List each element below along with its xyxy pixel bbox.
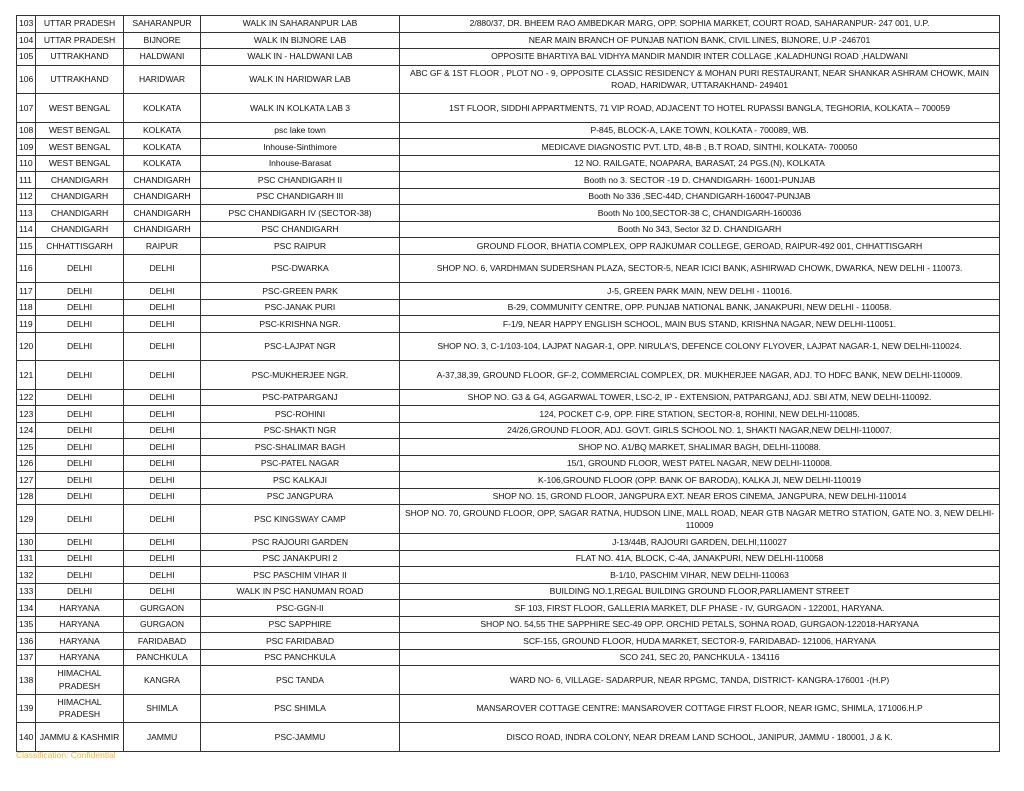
lab-locations-table (16, 15, 1000, 752)
state-cell: DELHI (36, 283, 124, 300)
table-row (17, 472, 1000, 489)
table-body (17, 16, 1000, 752)
row-number: 128 (17, 488, 36, 505)
document-page (16, 15, 1000, 752)
state-cell: HIMACHAL PRADESH (36, 694, 124, 723)
row-number: 134 (17, 600, 36, 617)
state-cell: HARYANA (36, 600, 124, 617)
state-cell: CHANDIGARH (36, 221, 124, 238)
city-cell: DELHI (124, 455, 201, 472)
address-cell: SHOP NO. 15, GROND FLOOR, JANGPURA EXT. NEAR EROS CINEMA, JANGPURA, NEW DELHI-110014 (400, 488, 1000, 505)
state-cell: UTTAR PRADESH (36, 16, 124, 33)
row-number: 112 (17, 188, 36, 205)
state-cell: DELHI (36, 583, 124, 600)
address-cell: MANSAROVER COTTAGE CENTRE: MANSAROVER COTTAGE FIRST FLOOR, NEAR IGMC, SHIMLA, 171006.H.P (400, 694, 1000, 723)
row-number: 108 (17, 122, 36, 139)
row-number: 103 (17, 16, 36, 33)
city-cell: HALDWANI (124, 49, 201, 66)
state-cell: UTTAR PRADESH (36, 32, 124, 49)
lab-name-cell: WALK IN SAHARANPUR LAB (201, 16, 400, 33)
city-cell: CHANDIGARH (124, 188, 201, 205)
city-cell: DELHI (124, 361, 201, 390)
row-number: 122 (17, 389, 36, 406)
city-cell: CHANDIGARH (124, 221, 201, 238)
city-cell: DELHI (124, 488, 201, 505)
state-cell: UTTRAKHAND (36, 65, 124, 94)
table-row (17, 422, 1000, 439)
state-cell: WEST BENGAL (36, 94, 124, 123)
state-cell: DELHI (36, 472, 124, 489)
city-cell: JAMMU (124, 723, 201, 752)
city-cell: SAHARANPUR (124, 16, 201, 33)
table-row (17, 221, 1000, 238)
lab-name-cell: PSC PASCHIM VIHAR II (201, 567, 400, 584)
state-cell: HARYANA (36, 649, 124, 666)
city-cell: DELHI (124, 439, 201, 456)
city-cell: GURGAON (124, 600, 201, 617)
city-cell: GURGAON (124, 616, 201, 633)
table-row (17, 139, 1000, 156)
city-cell: DELHI (124, 505, 201, 534)
lab-name-cell: PSC SHIMLA (201, 694, 400, 723)
row-number: 136 (17, 633, 36, 650)
address-cell: A-37,38,39, GROUND FLOOR, GF-2, COMMERCIAL COMPLEX, DR. MUKHERJEE NAGAR, ADJ. TO HDFC BANK, NEW DELHI-110009. (400, 361, 1000, 390)
row-number: 125 (17, 439, 36, 456)
address-cell: P-845, BLOCK-A, LAKE TOWN, KOLKATA - 700089, WB. (400, 122, 1000, 139)
table-row (17, 583, 1000, 600)
table-row (17, 205, 1000, 222)
city-cell: DELHI (124, 550, 201, 567)
table-row (17, 488, 1000, 505)
state-cell: DELHI (36, 439, 124, 456)
address-cell: SF 103, FIRST FLOOR, GALLERIA MARKET, DLF PHASE - IV, GURGAON - 122001, HARYANA. (400, 600, 1000, 617)
address-cell: OPPOSITE BHARTIYA BAL VIDHYA MANDIR MANDIR INTER COLLAGE ,KALADHUNGI ROAD ,HALDWANI (400, 49, 1000, 66)
lab-name-cell: PSC KINGSWAY CAMP (201, 505, 400, 534)
address-cell: K-106,GROUND FLOOR (OPP. BANK OF BARODA), KALKA JI, NEW DELHI-110019 (400, 472, 1000, 489)
city-cell: RAIPUR (124, 238, 201, 255)
city-cell: DELHI (124, 316, 201, 333)
lab-name-cell: PSC-JAMMU (201, 723, 400, 752)
lab-name-cell: PSC JANGPURA (201, 488, 400, 505)
city-cell: DELHI (124, 283, 201, 300)
state-cell: DELHI (36, 534, 124, 551)
city-cell: DELHI (124, 254, 201, 283)
state-cell: DELHI (36, 316, 124, 333)
row-number: 111 (17, 172, 36, 189)
state-cell: DELHI (36, 550, 124, 567)
table-row (17, 238, 1000, 255)
lab-name-cell: PSC-MUKHERJEE NGR. (201, 361, 400, 390)
address-cell: DISCO ROAD, INDRA COLONY, NEAR DREAM LAND SCHOOL, JANIPUR, JAMMU - 180001, J & K. (400, 723, 1000, 752)
lab-name-cell: PSC SAPPHIRE (201, 616, 400, 633)
city-cell: DELHI (124, 583, 201, 600)
row-number: 114 (17, 221, 36, 238)
address-cell: SHOP NO. G3 & G4, AGGARWAL TOWER, LSC-2, IP - EXTENSION, PATPARGANJ, ADJ. SBI ATM, NEW DELHI-110092. (400, 389, 1000, 406)
address-cell: SHOP NO. 3, C-1/103-104, LAJPAT NAGAR-1, OPP. NIRULA'S, DEFENCE COLONY FLYOVER, LAJPAT NAGAR-1, NEW DELHI-110024. (400, 332, 1000, 361)
address-cell: 15/1, GROUND FLOOR, WEST PATEL NAGAR, NEW DELHI-110008. (400, 455, 1000, 472)
state-cell: DELHI (36, 505, 124, 534)
table-row (17, 666, 1000, 695)
state-cell: CHHATTISGARH (36, 238, 124, 255)
lab-name-cell: PSC CHANDIGARH II (201, 172, 400, 189)
address-cell: 124, POCKET C-9, OPP. FIRE STATION, SECTOR-8, ROHINI, NEW DELHI-110085. (400, 406, 1000, 423)
lab-name-cell: WALK IN KOLKATA LAB 3 (201, 94, 400, 123)
lab-name-cell: WALK IN BIJNORE LAB (201, 32, 400, 49)
table-row (17, 122, 1000, 139)
table-row (17, 633, 1000, 650)
address-cell: Booth No 343, Sector 32 D. CHANDIGARH (400, 221, 1000, 238)
address-cell: 12 NO. RAILGATE, NOAPARA, BARASAT, 24 PGS.(N), KOLKATA (400, 155, 1000, 172)
table-row (17, 600, 1000, 617)
address-cell: 24/26,GROUND FLOOR, ADJ. GOVT. GIRLS SCHOOL NO. 1, SHAKTI NAGAR,NEW DELHI-110007. (400, 422, 1000, 439)
state-cell: DELHI (36, 455, 124, 472)
row-number: 120 (17, 332, 36, 361)
city-cell: DELHI (124, 406, 201, 423)
table-row (17, 505, 1000, 534)
table-row (17, 550, 1000, 567)
city-cell: CHANDIGARH (124, 172, 201, 189)
address-cell: Booth no 3. SECTOR -19 D. CHANDIGARH- 16001-PUNJAB (400, 172, 1000, 189)
row-number: 118 (17, 299, 36, 316)
table-row (17, 694, 1000, 723)
address-cell: ABC GF & 1ST FLOOR , PLOT NO - 9, OPPOSITE CLASSIC RESIDENCY & MOHAN PURI RESTAURANT, NEAR SHANKAR ASHRAM CHOWK, MAIN ROAD, HARIDWAR, UTTARAKHAND- 249401 (400, 65, 1000, 94)
row-number: 137 (17, 649, 36, 666)
city-cell: DELHI (124, 332, 201, 361)
row-number: 126 (17, 455, 36, 472)
state-cell: WEST BENGAL (36, 139, 124, 156)
lab-name-cell: psc lake town (201, 122, 400, 139)
table-row (17, 188, 1000, 205)
city-cell: KOLKATA (124, 94, 201, 123)
lab-name-cell: PSC-PATPARGANJ (201, 389, 400, 406)
table-row (17, 406, 1000, 423)
row-number: 138 (17, 666, 36, 695)
table-row (17, 616, 1000, 633)
address-cell: SHOP NO. A1/BQ MARKET, SHALIMAR BAGH, DELHI-110088. (400, 439, 1000, 456)
address-cell: SCF-155, GROUND FLOOR, HUDA MARKET, SECTOR-9, FARIDABAD- 121006, HARYANA (400, 633, 1000, 650)
row-number: 132 (17, 567, 36, 584)
address-cell: F-1/9, NEAR HAPPY ENGLISH SCHOOL, MAIN BUS STAND, KRISHNA NAGAR, NEW DELHI-110051. (400, 316, 1000, 333)
city-cell: DELHI (124, 389, 201, 406)
city-cell: DELHI (124, 534, 201, 551)
address-cell: B-1/10, PASCHIM VIHAR, NEW DELHI-110063 (400, 567, 1000, 584)
table-row (17, 534, 1000, 551)
row-number: 107 (17, 94, 36, 123)
address-cell: Booth No 100,SECTOR-38 C, CHANDIGARH-160036 (400, 205, 1000, 222)
lab-name-cell: PSC-SHAKTI NGR (201, 422, 400, 439)
lab-name-cell: WALK IN - HALDWANI LAB (201, 49, 400, 66)
table-row (17, 283, 1000, 300)
lab-name-cell: PSC-PATEL NAGAR (201, 455, 400, 472)
lab-name-cell: PSC-LAJPAT NGR (201, 332, 400, 361)
address-cell: BUILDING NO.1,REGAL BUILDING GROUND FLOOR,PARLIAMENT STREET (400, 583, 1000, 600)
row-number: 123 (17, 406, 36, 423)
row-number: 119 (17, 316, 36, 333)
lab-name-cell: PSC CHANDIGARH IV (SECTOR-38) (201, 205, 400, 222)
row-number: 117 (17, 283, 36, 300)
city-cell: DELHI (124, 422, 201, 439)
address-cell: SHOP NO. 6, VARDHMAN SUDERSHAN PLAZA, SECTOR-5, NEAR ICICI BANK, ASHIRWAD CHOWK, DWARKA, NEW DELHI - 110073. (400, 254, 1000, 283)
state-cell: CHANDIGARH (36, 188, 124, 205)
city-cell: SHIMLA (124, 694, 201, 723)
address-cell: J-13/44B, RAJOURI GARDEN, DELHI,110027 (400, 534, 1000, 551)
state-cell: DELHI (36, 488, 124, 505)
table-row (17, 94, 1000, 123)
row-number: 115 (17, 238, 36, 255)
table-row (17, 439, 1000, 456)
state-cell: CHANDIGARH (36, 205, 124, 222)
table-row (17, 389, 1000, 406)
state-cell: DELHI (36, 361, 124, 390)
table-row (17, 361, 1000, 390)
lab-name-cell: WALK IN PSC HANUMAN ROAD (201, 583, 400, 600)
row-number: 113 (17, 205, 36, 222)
address-cell: WARD NO- 6, VILLAGE- SADARPUR, NEAR RPGMC, TANDA, DISTRICT- KANGRA-176001 -(H.P) (400, 666, 1000, 695)
state-cell: DELHI (36, 406, 124, 423)
row-number: 109 (17, 139, 36, 156)
row-number: 129 (17, 505, 36, 534)
lab-name-cell: PSC-GREEN PARK (201, 283, 400, 300)
city-cell: KOLKATA (124, 155, 201, 172)
table-row (17, 49, 1000, 66)
row-number: 105 (17, 49, 36, 66)
address-cell: GROUND FLOOR, BHATIA COMPLEX, OPP RAJKUMAR COLLEGE, GEROAD, RAIPUR-492 001, CHHATTISGARH (400, 238, 1000, 255)
state-cell: DELHI (36, 332, 124, 361)
classification-footer: Classification: Confidential (16, 750, 116, 760)
table-row (17, 299, 1000, 316)
city-cell: KOLKATA (124, 122, 201, 139)
state-cell: WEST BENGAL (36, 122, 124, 139)
lab-name-cell: PSC-GGN-II (201, 600, 400, 617)
row-number: 139 (17, 694, 36, 723)
lab-name-cell: PSC TANDA (201, 666, 400, 695)
row-number: 110 (17, 155, 36, 172)
lab-name-cell: WALK IN HARIDWAR LAB (201, 65, 400, 94)
city-cell: CHANDIGARH (124, 205, 201, 222)
city-cell: HARIDWAR (124, 65, 201, 94)
address-cell: 2/880/37, DR. BHEEM RAO AMBEDKAR MARG, OPP. SOPHIA MARKET, COURT ROAD, SAHARANPUR- 247 001, U.P. (400, 16, 1000, 33)
row-number: 121 (17, 361, 36, 390)
row-number: 133 (17, 583, 36, 600)
row-number: 106 (17, 65, 36, 94)
state-cell: JAMMU & KASHMIR (36, 723, 124, 752)
lab-name-cell: PSC-DWARKA (201, 254, 400, 283)
lab-name-cell: PSC RAIPUR (201, 238, 400, 255)
city-cell: KANGRA (124, 666, 201, 695)
table-row (17, 567, 1000, 584)
address-cell: 1ST FLOOR, SIDDHI APPARTMENTS, 71 VIP ROAD, ADJACENT TO HOTEL RUPASSI BANGLA, TEGHORIA, KOLKATA – 700059 (400, 94, 1000, 123)
state-cell: CHANDIGARH (36, 172, 124, 189)
state-cell: DELHI (36, 389, 124, 406)
table-row (17, 172, 1000, 189)
city-cell: BIJNORE (124, 32, 201, 49)
address-cell: FLAT NO. 41A, BLOCK, C-4A, JANAKPURI, NEW DELHI-110058 (400, 550, 1000, 567)
row-number: 140 (17, 723, 36, 752)
row-number: 124 (17, 422, 36, 439)
table-row (17, 332, 1000, 361)
address-cell: Booth No 336 ,SEC-44D, CHANDIGARH-160047-PUNJAB (400, 188, 1000, 205)
state-cell: DELHI (36, 567, 124, 584)
table-row (17, 455, 1000, 472)
address-cell: MEDICAVE DIAGNOSTIC PVT. LTD, 48-B , B.T ROAD, SINTHI, KOLKATA- 700050 (400, 139, 1000, 156)
address-cell: SHOP NO. 70, GROUND FLOOR, OPP, SAGAR RATNA, HUDSON LINE, MALL ROAD, NEAR GTB NAGAR METRO STATION, GATE NO. 3, NEW DELHI-110009 (400, 505, 1000, 534)
city-cell: PANCHKULA (124, 649, 201, 666)
address-cell: SHOP NO. 54,55 THE SAPPHIRE SEC-49 OPP. ORCHID PETALS, SOHNA ROAD, GURGAON-122018-HARYANA (400, 616, 1000, 633)
row-number: 131 (17, 550, 36, 567)
row-number: 104 (17, 32, 36, 49)
address-cell: B-29, COMMUNITY CENTRE, OPP. PUNJAB NATIONAL BANK, JANAKPURI, NEW DELHI - 110058. (400, 299, 1000, 316)
table-row (17, 32, 1000, 49)
state-cell: HARYANA (36, 616, 124, 633)
lab-name-cell: PSC-JANAK PURI (201, 299, 400, 316)
row-number: 130 (17, 534, 36, 551)
table-row (17, 723, 1000, 752)
city-cell: FARIDABAD (124, 633, 201, 650)
address-cell: SCO 241, SEC 20, PANCHKULA - 134116 (400, 649, 1000, 666)
lab-name-cell: PSC FARIDABAD (201, 633, 400, 650)
address-cell: NEAR MAIN BRANCH OF PUNJAB NATION BANK, CIVIL LINES, BIJNORE, U.P -246701 (400, 32, 1000, 49)
state-cell: WEST BENGAL (36, 155, 124, 172)
state-cell: HIMACHAL PRADESH (36, 666, 124, 695)
address-cell: J-5, GREEN PARK MAIN, NEW DELHI - 110016. (400, 283, 1000, 300)
lab-name-cell: PSC PANCHKULA (201, 649, 400, 666)
city-cell: DELHI (124, 567, 201, 584)
state-cell: DELHI (36, 299, 124, 316)
lab-name-cell: PSC CHANDIGARH III (201, 188, 400, 205)
table-row (17, 16, 1000, 33)
lab-name-cell: PSC CHANDIGARH (201, 221, 400, 238)
row-number: 127 (17, 472, 36, 489)
city-cell: DELHI (124, 472, 201, 489)
lab-name-cell: Inhouse-Sinthimore (201, 139, 400, 156)
lab-name-cell: PSC-KRISHNA NGR. (201, 316, 400, 333)
table-row (17, 254, 1000, 283)
state-cell: UTTRAKHAND (36, 49, 124, 66)
table-row (17, 649, 1000, 666)
state-cell: HARYANA (36, 633, 124, 650)
lab-name-cell: PSC-ROHINI (201, 406, 400, 423)
city-cell: DELHI (124, 299, 201, 316)
state-cell: DELHI (36, 422, 124, 439)
table-row (17, 316, 1000, 333)
lab-name-cell: Inhouse-Barasat (201, 155, 400, 172)
city-cell: KOLKATA (124, 139, 201, 156)
table-row (17, 155, 1000, 172)
row-number: 116 (17, 254, 36, 283)
state-cell: DELHI (36, 254, 124, 283)
lab-name-cell: PSC KALKAJI (201, 472, 400, 489)
row-number: 135 (17, 616, 36, 633)
lab-name-cell: PSC RAJOURI GARDEN (201, 534, 400, 551)
lab-name-cell: PSC JANAKPURI 2 (201, 550, 400, 567)
lab-name-cell: PSC-SHALIMAR BAGH (201, 439, 400, 456)
table-row (17, 65, 1000, 94)
